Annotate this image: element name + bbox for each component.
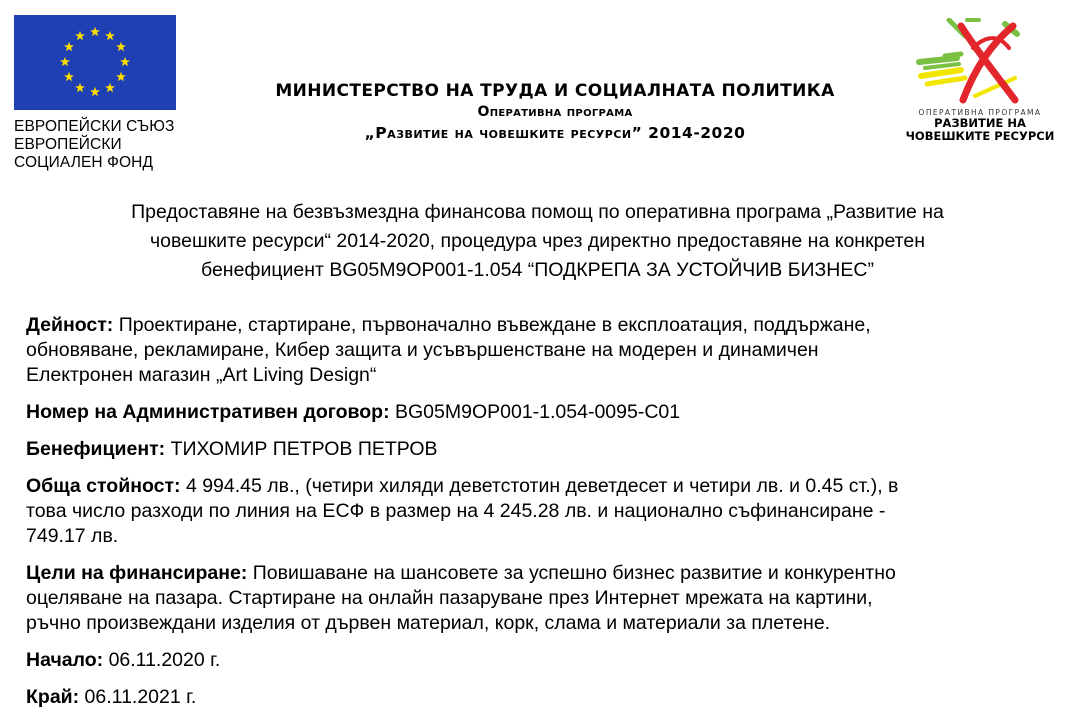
eu-caption-line: СОЦИАЛЕН ФОНД: [14, 154, 154, 171]
program-label: Оперативна програма: [477, 104, 633, 120]
goals-text: ръчно произвеждани изделия от дървен материал, корк, слама и материали за плетене.: [26, 612, 831, 634]
hr-logo-line1: РАЗВИТИЕ НА: [934, 116, 1026, 130]
goals-label: Цели на финансиране:: [26, 562, 248, 584]
eu-star-icon: [75, 83, 85, 92]
hr-program-logo-block: [905, 18, 1055, 143]
start-date-field: [26, 648, 1046, 673]
total-value-text: 749.17 лв.: [26, 525, 119, 547]
total-value-field: [26, 474, 1046, 549]
activity-text: Електронен магазин „Art Living Design“: [26, 364, 377, 386]
beneficiary-value: ТИХОМИР ПЕТРОВ ПЕТРОВ: [165, 438, 438, 460]
activity-text: Проектиране, стартиране, първоначално въвеждане в експлоатация, поддържане,: [113, 314, 871, 336]
intro-line: Предоставяне на безвъзмездна финансова помощ по оперативна програма „Развитие на: [131, 201, 944, 223]
intro-line: бенефициент BG05M9OP001-1.054 “ПОДКРЕПА ЗА УСТОЙЧИВ БИЗНЕС”: [201, 259, 874, 281]
eu-star-icon: [64, 42, 74, 51]
contract-value: BG05M9OP001-1.054-0095-C01: [389, 401, 681, 423]
eu-star-icon: [105, 83, 115, 92]
goals-text: оцеляване на пазара. Стартиране на онлайн пазаруване през Интернет мрежата на картини,: [26, 587, 873, 609]
eu-star-icon: [64, 72, 74, 81]
intro-line: човешките ресурси“ 2014-2020, процедура чрез директно предоставяне на конкретен: [150, 230, 925, 252]
eu-star-icon: [116, 72, 126, 81]
contract-label: Номер на Административен договор:: [26, 401, 390, 423]
start-date-value: 06.11.2020 г.: [103, 649, 221, 671]
end-date-value: 06.11.2021 г.: [79, 686, 197, 708]
project-details: [26, 313, 1046, 722]
eu-stars-circle: [14, 15, 176, 110]
eu-star-icon: [60, 57, 70, 66]
total-value-text: това число разходи по линия на ЕСФ в размер на 4 245.28 лв. и национално съфинансиране -: [26, 500, 886, 522]
eu-star-icon: [116, 42, 126, 51]
total-value-label: Обща стойност:: [26, 475, 181, 497]
end-date-label: Край:: [26, 686, 80, 708]
ministry-header: [200, 80, 910, 144]
goals-text: Повишаване на шансовете за успешно бизнес развитие и конкурентно: [247, 562, 896, 584]
eu-star-icon: [90, 27, 100, 36]
activity-text: обновяване, рекламиране, Кибер защита и усъвършенстване на модерен и динамичен: [26, 339, 819, 361]
eu-caption: [14, 118, 176, 172]
eu-star-icon: [90, 87, 100, 96]
goals-field: [26, 561, 1046, 636]
program-name: „Развитие на човешките ресурси” 2014-2020: [364, 124, 746, 142]
hr-program-logo: [905, 18, 1055, 108]
beneficiary-field: [26, 437, 1046, 462]
eu-caption-line: ЕВРОПЕЙСКИ СЪЮЗ: [14, 118, 175, 135]
eu-caption-line: ЕВРОПЕЙСКИ: [14, 136, 122, 153]
start-date-label: Начало:: [26, 649, 104, 671]
end-date-field: [26, 685, 1046, 710]
total-value-text: 4 994.45 лв., (четири хиляди деветстотин деветдесет и четири лв. и 0.45 ст.), в: [180, 475, 899, 497]
activity-field: [26, 313, 1046, 388]
procedure-intro: [40, 198, 1035, 285]
ministry-title: МИНИСТЕРСТВО НА ТРУДА И СОЦИАЛНАТА ПОЛИТИКА: [275, 81, 835, 101]
eu-logo-block: [14, 15, 176, 172]
hr-logo-line2: ЧОВЕШКИТЕ РЕСУРСИ: [905, 129, 1055, 143]
eu-star-icon: [105, 31, 115, 40]
beneficiary-label: Бенефициент:: [26, 438, 166, 460]
hr-logo-small-text: ОПЕРАТИВНА ПРОГРАМА: [918, 108, 1042, 117]
contract-field: [26, 400, 1046, 425]
activity-label: Дейност:: [26, 314, 114, 336]
eu-star-icon: [120, 57, 130, 66]
eu-flag-logo: [14, 15, 176, 110]
eu-star-icon: [75, 31, 85, 40]
